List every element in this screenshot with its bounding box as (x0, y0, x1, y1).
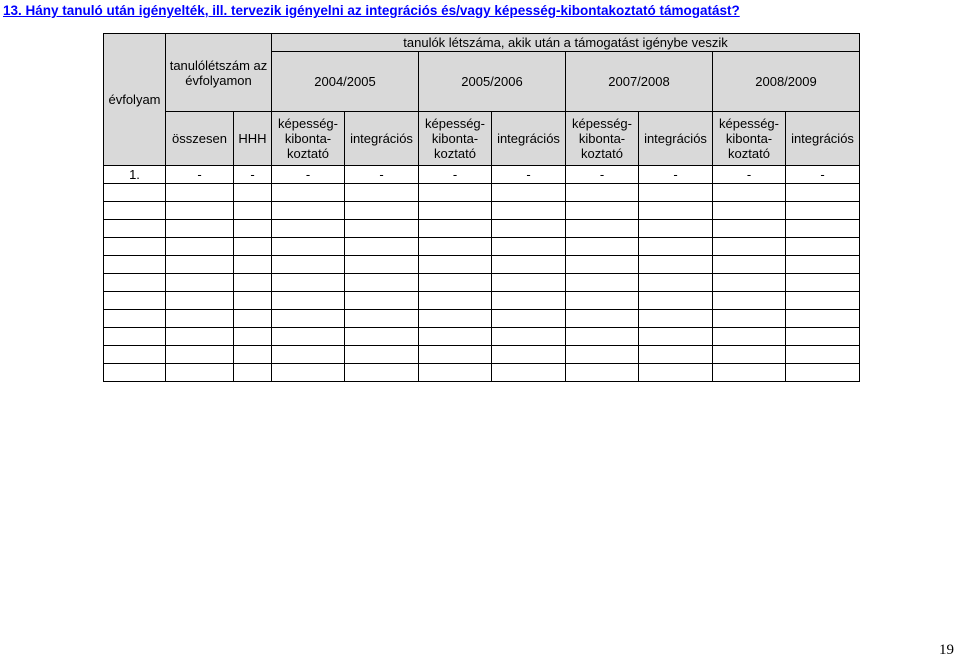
table-cell (234, 256, 272, 274)
table-row (104, 346, 860, 364)
table-cell (166, 274, 234, 292)
table-cell (166, 292, 234, 310)
table-cell (166, 238, 234, 256)
table-cell (492, 220, 566, 238)
header-year-2: 2005/2006 (419, 52, 566, 112)
table-cell (639, 292, 713, 310)
table-cell (345, 346, 419, 364)
table-cell (786, 220, 860, 238)
table-cell (639, 256, 713, 274)
table-cell (419, 346, 492, 364)
header-year-4: 2008/2009 (713, 52, 860, 112)
table-cell (639, 364, 713, 382)
support-table (103, 33, 860, 382)
table-cell (345, 310, 419, 328)
table-cell (166, 256, 234, 274)
header-osszesen: összesen (166, 112, 234, 166)
table-cell (345, 220, 419, 238)
table-cell: - (786, 166, 860, 184)
table-cell (166, 328, 234, 346)
table-cell: - (345, 166, 419, 184)
table-cell (166, 346, 234, 364)
header-year-3: 2007/2008 (566, 52, 713, 112)
table-cell (786, 184, 860, 202)
header-integracios-2: integrációs (492, 112, 566, 166)
table-row (104, 220, 860, 238)
table-cell (639, 328, 713, 346)
table-cell (639, 184, 713, 202)
table-row (104, 310, 860, 328)
header-integracios-1: integrációs (345, 112, 419, 166)
table-cell (345, 274, 419, 292)
table-cell (566, 184, 639, 202)
table-cell (713, 346, 786, 364)
table-cell (713, 238, 786, 256)
table-cell (104, 184, 166, 202)
table-cell (492, 184, 566, 202)
table-cell (566, 256, 639, 274)
header-kepesseg-2: képesség-kibonta-koztató (419, 112, 492, 166)
header-evfolyam: évfolyam (104, 34, 166, 166)
table-cell (419, 310, 492, 328)
table-row (104, 292, 860, 310)
table-row (104, 184, 860, 202)
table-cell (786, 238, 860, 256)
table-cell (104, 346, 166, 364)
table-cell (639, 238, 713, 256)
table-cell (345, 202, 419, 220)
table-cell (272, 202, 345, 220)
table-cell (492, 292, 566, 310)
table-cell (272, 274, 345, 292)
table-cell (419, 202, 492, 220)
table-cell (566, 202, 639, 220)
table-cell (639, 220, 713, 238)
table-cell (492, 256, 566, 274)
table-cell (786, 364, 860, 382)
table-cell (234, 202, 272, 220)
table-cell (166, 364, 234, 382)
table-cell (713, 184, 786, 202)
table-cell (345, 184, 419, 202)
table-cell (786, 292, 860, 310)
header-kepesseg-3: képesség-kibonta-koztató (566, 112, 639, 166)
table-cell: - (272, 166, 345, 184)
table-cell (713, 328, 786, 346)
table-row (104, 238, 860, 256)
table-cell (786, 310, 860, 328)
header-year-1: 2004/2005 (272, 52, 419, 112)
table-cell (786, 328, 860, 346)
table-cell (419, 328, 492, 346)
table-cell (566, 274, 639, 292)
table-cell (234, 346, 272, 364)
table-cell (713, 256, 786, 274)
table-cell (419, 274, 492, 292)
table-cell (234, 238, 272, 256)
table-cell (419, 292, 492, 310)
table-cell (272, 256, 345, 274)
table-cell (639, 202, 713, 220)
table-cell (104, 328, 166, 346)
page-number: 19 (939, 642, 954, 658)
table-cell (234, 184, 272, 202)
table-cell (104, 274, 166, 292)
table-cell (566, 310, 639, 328)
table-cell (786, 202, 860, 220)
table-cell (492, 328, 566, 346)
header-integracios-3: integrációs (639, 112, 713, 166)
header-tanulok-letszama: tanulók létszáma, akik után a támogatást igénybe veszik (272, 34, 860, 52)
header-integracios-4: integrációs (786, 112, 860, 166)
row-label: 1. (104, 166, 166, 184)
table-cell (104, 256, 166, 274)
table-cell (786, 346, 860, 364)
header-kepesseg-1: képesség-kibonta-koztató (272, 112, 345, 166)
table-cell (566, 220, 639, 238)
table-cell (345, 364, 419, 382)
table-cell (639, 274, 713, 292)
table-cell: - (166, 166, 234, 184)
table-cell (234, 328, 272, 346)
table-row (104, 364, 860, 382)
table-cell (639, 346, 713, 364)
table-cell (566, 238, 639, 256)
table-cell (234, 364, 272, 382)
table-row (104, 274, 860, 292)
table-cell (234, 310, 272, 328)
header-tanuloletszam: tanulólétszám az évfolyamon (166, 34, 272, 112)
table-cell (345, 328, 419, 346)
table-cell (566, 328, 639, 346)
table-cell (419, 364, 492, 382)
table-cell (272, 220, 345, 238)
table-cell (419, 220, 492, 238)
table-cell (166, 202, 234, 220)
table-cell: - (713, 166, 786, 184)
table-cell (492, 310, 566, 328)
table-cell (234, 220, 272, 238)
table-cell (345, 256, 419, 274)
table-cell (713, 292, 786, 310)
question-title: 13. Hány tanuló után igényelték, ill. tervezik igényelni az integrációs és/vagy képesség-kibontakoztató támogatást? (3, 3, 740, 18)
table-cell (492, 202, 566, 220)
table-cell (786, 256, 860, 274)
table-cell (166, 184, 234, 202)
table-cell (272, 364, 345, 382)
table-cell (104, 310, 166, 328)
header-hhh: HHH (234, 112, 272, 166)
table-cell: - (419, 166, 492, 184)
header-kepesseg-4: képesség-kibonta-koztató (713, 112, 786, 166)
table-cell (104, 292, 166, 310)
table-cell (713, 310, 786, 328)
table-cell (492, 346, 566, 364)
table-cell (166, 310, 234, 328)
table-cell (492, 364, 566, 382)
table-cell (104, 220, 166, 238)
table-row-1 (104, 166, 860, 184)
table-cell (104, 238, 166, 256)
table-cell (272, 328, 345, 346)
table-cell (713, 364, 786, 382)
table-cell (104, 364, 166, 382)
table-cell (234, 292, 272, 310)
table-cell (419, 238, 492, 256)
table-cell: - (566, 166, 639, 184)
table-cell (713, 274, 786, 292)
table-cell (272, 310, 345, 328)
table-cell (566, 364, 639, 382)
table-cell (566, 292, 639, 310)
table-cell (713, 220, 786, 238)
table-cell (492, 274, 566, 292)
table-cell (272, 184, 345, 202)
table-row (104, 328, 860, 346)
table-cell: - (234, 166, 272, 184)
table-cell (713, 202, 786, 220)
table-cell (786, 274, 860, 292)
table-row (104, 202, 860, 220)
table-cell: - (492, 166, 566, 184)
table-cell (272, 238, 345, 256)
table-cell: - (639, 166, 713, 184)
table-cell (639, 310, 713, 328)
table-cell (345, 238, 419, 256)
table-cell (566, 346, 639, 364)
table-cell (234, 274, 272, 292)
table-cell (492, 238, 566, 256)
table-cell (272, 292, 345, 310)
table-cell (272, 346, 345, 364)
table-row (104, 256, 860, 274)
table-cell (419, 184, 492, 202)
table-cell (419, 256, 492, 274)
table-cell (104, 202, 166, 220)
table-cell (345, 292, 419, 310)
table-cell (166, 220, 234, 238)
